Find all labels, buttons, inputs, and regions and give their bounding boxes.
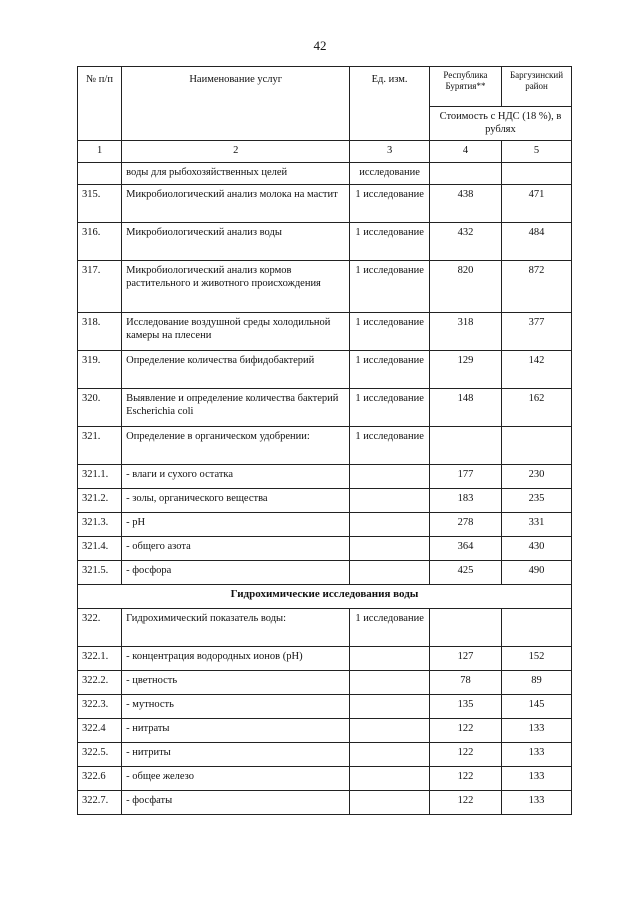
row-number: 321.5. (78, 561, 122, 585)
table-row (78, 719, 572, 743)
table-row (78, 647, 572, 671)
price-barguzin: 133 (502, 791, 572, 815)
service-name: - цветность (122, 671, 350, 695)
price-buryatia: 177 (429, 465, 501, 489)
price-barguzin (502, 163, 572, 185)
header-index: 5 (502, 141, 572, 163)
price-barguzin: 377 (502, 313, 572, 351)
table-row (78, 767, 572, 791)
row-number: 322.1. (78, 647, 122, 671)
price-buryatia (429, 609, 501, 647)
price-barguzin: 89 (502, 671, 572, 695)
header-unit: Ед. изм. (350, 67, 430, 141)
service-name: - общего азота (122, 537, 350, 561)
service-name: - концентрация водородных ионов (pH) (122, 647, 350, 671)
price-buryatia: 438 (429, 185, 501, 223)
table-row (78, 261, 572, 313)
unit-cell: 1 исследование (350, 389, 430, 427)
table-row (78, 465, 572, 489)
table-row (78, 537, 572, 561)
unit-cell (350, 767, 430, 791)
price-buryatia: 364 (429, 537, 501, 561)
page-number: 42 (313, 38, 327, 53)
unit-cell: 1 исследование (350, 609, 430, 647)
price-barguzin: 152 (502, 647, 572, 671)
unit-cell (350, 743, 430, 767)
unit-cell (350, 671, 430, 695)
price-buryatia: 127 (429, 647, 501, 671)
price-buryatia: 318 (429, 313, 501, 351)
unit-cell (350, 561, 430, 585)
header-index: 4 (429, 141, 501, 163)
unit-cell: 1 исследование (350, 351, 430, 389)
header-index: 3 (350, 141, 430, 163)
table-row (78, 389, 572, 427)
service-name: воды для рыбохозяйственных целей (122, 163, 350, 185)
price-barguzin (502, 609, 572, 647)
price-buryatia: 78 (429, 671, 501, 695)
price-barguzin: 235 (502, 489, 572, 513)
price-barguzin: 490 (502, 561, 572, 585)
row-number: 319. (78, 351, 122, 389)
table-row (78, 427, 572, 465)
unit-cell (350, 465, 430, 489)
price-buryatia: 122 (429, 791, 501, 815)
table-body (78, 163, 572, 815)
header-index: 2 (122, 141, 350, 163)
service-name: Определение в органическом удобрении: (122, 427, 350, 465)
header-index-row (78, 141, 572, 163)
service-name: Микробиологический анализ кормов растительного и животного происхождения (122, 261, 350, 313)
price-barguzin: 471 (502, 185, 572, 223)
section-title: Гидрохимические исследования воды (78, 585, 572, 609)
header-num: № п/п (78, 67, 122, 141)
price-barguzin: 133 (502, 719, 572, 743)
row-number: 317. (78, 261, 122, 313)
price-buryatia: 148 (429, 389, 501, 427)
service-name: Микробиологический анализ воды (122, 223, 350, 261)
row-number: 321.1. (78, 465, 122, 489)
price-buryatia (429, 163, 501, 185)
row-number: 321.4. (78, 537, 122, 561)
unit-cell: 1 исследование (350, 261, 430, 313)
table-row (78, 743, 572, 767)
price-buryatia: 425 (429, 561, 501, 585)
row-number (78, 163, 122, 185)
service-name: - фосфаты (122, 791, 350, 815)
unit-cell: 1 исследование (350, 427, 430, 465)
row-number: 315. (78, 185, 122, 223)
unit-cell (350, 537, 430, 561)
service-name: - нитриты (122, 743, 350, 767)
price-barguzin: 142 (502, 351, 572, 389)
service-name: - золы, органического вещества (122, 489, 350, 513)
unit-cell: исследование (350, 163, 430, 185)
service-name: - общее железо (122, 767, 350, 791)
price-barguzin: 133 (502, 743, 572, 767)
unit-cell (350, 513, 430, 537)
row-number: 322.4 (78, 719, 122, 743)
table-row (78, 163, 572, 185)
unit-cell (350, 695, 430, 719)
table-row (78, 791, 572, 815)
unit-cell: 1 исследование (350, 185, 430, 223)
service-name: Микробиологический анализ молока на мастит (122, 185, 350, 223)
table-row (78, 313, 572, 351)
table-row (78, 489, 572, 513)
unit-cell (350, 647, 430, 671)
price-barguzin: 430 (502, 537, 572, 561)
unit-cell: 1 исследование (350, 313, 430, 351)
row-number: 318. (78, 313, 122, 351)
service-name: - мутность (122, 695, 350, 719)
price-barguzin (502, 427, 572, 465)
price-barguzin: 230 (502, 465, 572, 489)
row-number: 322.5. (78, 743, 122, 767)
price-buryatia: 278 (429, 513, 501, 537)
price-buryatia: 129 (429, 351, 501, 389)
service-name: Исследование воздушной среды холодильной камеры на плесени (122, 313, 350, 351)
table-row (78, 671, 572, 695)
price-barguzin: 484 (502, 223, 572, 261)
table-row (78, 513, 572, 537)
header-buryatia: Республика Бурятия** (429, 67, 501, 107)
price-buryatia: 122 (429, 767, 501, 791)
price-buryatia (429, 427, 501, 465)
row-number: 321.3. (78, 513, 122, 537)
service-name: Выявление и определение количества бактерий Escherichia coli (122, 389, 350, 427)
price-table (77, 66, 572, 815)
row-number: 322.6 (78, 767, 122, 791)
table-row (78, 185, 572, 223)
row-number: 322.2. (78, 671, 122, 695)
price-buryatia: 135 (429, 695, 501, 719)
price-buryatia: 432 (429, 223, 501, 261)
table-row (78, 561, 572, 585)
header-barguzin: Баргузинский район (502, 67, 572, 107)
table-row (78, 223, 572, 261)
row-number: 321.2. (78, 489, 122, 513)
row-number: 321. (78, 427, 122, 465)
table-row (78, 695, 572, 719)
price-barguzin: 872 (502, 261, 572, 313)
service-name: - pH (122, 513, 350, 537)
service-name: - влаги и сухого остатка (122, 465, 350, 489)
service-name: - фосфора (122, 561, 350, 585)
header-name: Наименование услуг (122, 67, 350, 141)
price-barguzin: 145 (502, 695, 572, 719)
price-buryatia: 820 (429, 261, 501, 313)
row-number: 320. (78, 389, 122, 427)
table-header (78, 67, 572, 163)
price-buryatia: 122 (429, 743, 501, 767)
price-buryatia: 183 (429, 489, 501, 513)
unit-cell: 1 исследование (350, 223, 430, 261)
row-number: 322. (78, 609, 122, 647)
unit-cell (350, 791, 430, 815)
header-index: 1 (78, 141, 122, 163)
price-barguzin: 133 (502, 767, 572, 791)
unit-cell (350, 719, 430, 743)
row-number: 322.7. (78, 791, 122, 815)
row-number: 322.3. (78, 695, 122, 719)
unit-cell (350, 489, 430, 513)
price-buryatia: 122 (429, 719, 501, 743)
header-price-note: Стоимость с НДС (18 %), в рублях (429, 107, 571, 141)
price-barguzin: 331 (502, 513, 572, 537)
service-name: Определение количества бифидобактерий (122, 351, 350, 389)
table-row (78, 351, 572, 389)
price-barguzin: 162 (502, 389, 572, 427)
service-name: Гидрохимический показатель воды: (122, 609, 350, 647)
service-name: - нитраты (122, 719, 350, 743)
section-row (78, 585, 572, 609)
row-number: 316. (78, 223, 122, 261)
table-row (78, 609, 572, 647)
